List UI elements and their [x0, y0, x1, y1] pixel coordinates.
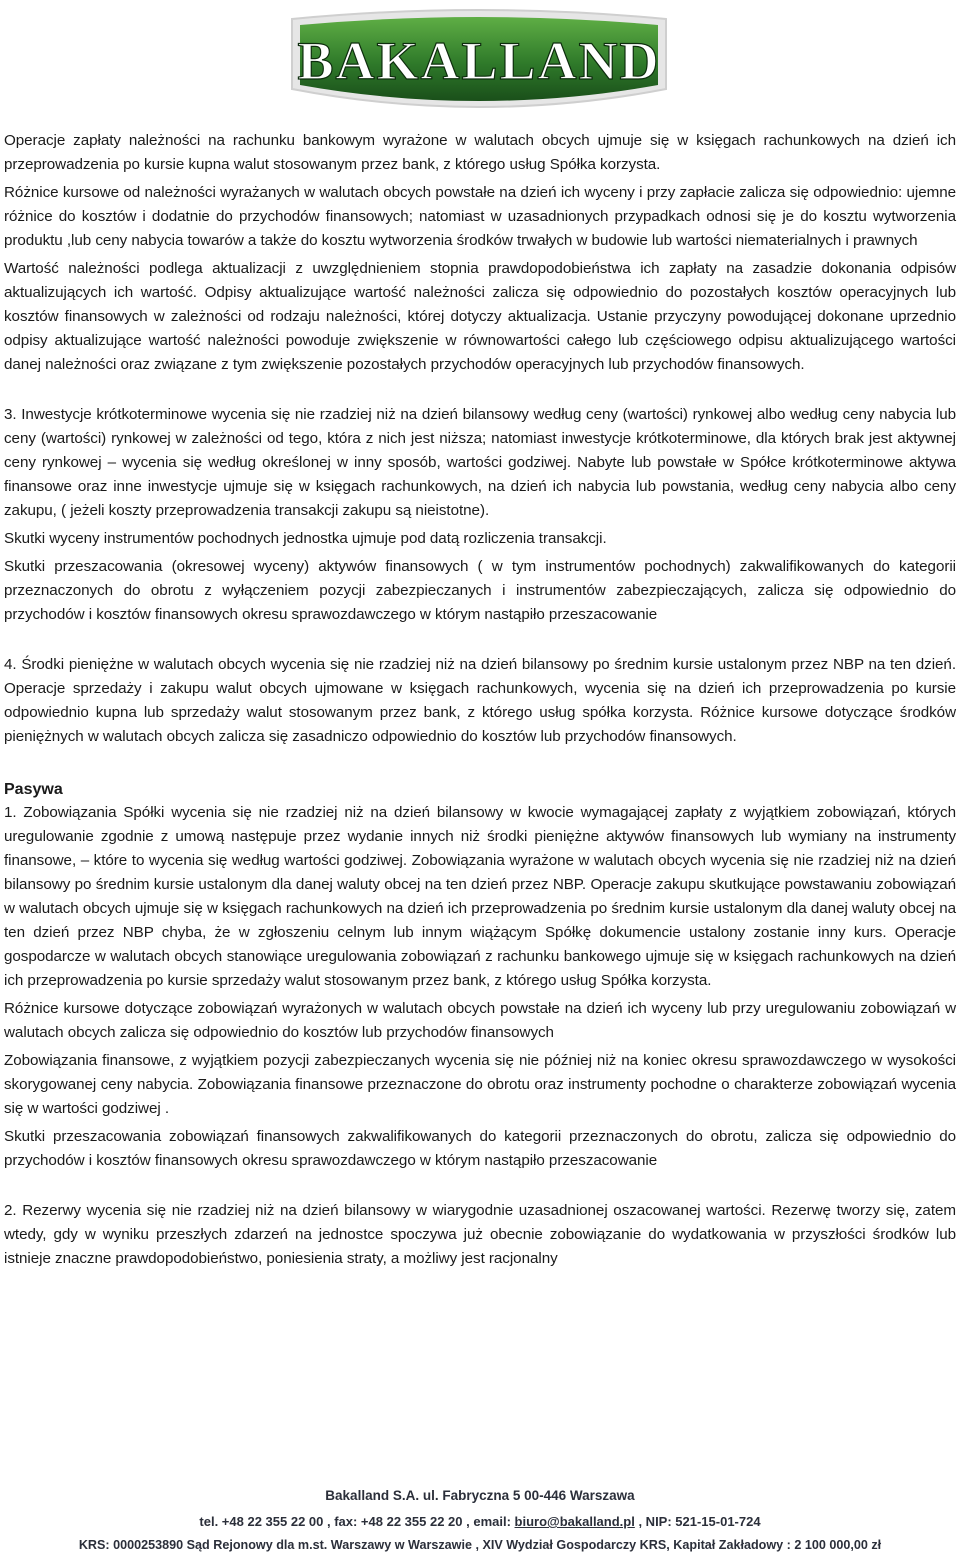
paragraph-rezerwy: 2. Rezerwy wycenia się nie rzadziej niż na dzień bilansowy w wiarygodnie uzasadnionej oszacowanej wartości. Rezerwę tworzy się, zatem wtedy, gdy w wyniku przeszłych zdarzeń na jednostce spoczywa już obecnie zobowiązanie do wydatkowania w przyszłości środków lub istnieje znaczne prawdopodobieństwo, poniesienia straty, a możliwy jest racjonalny — [4, 1202, 956, 1267]
paragraph-srodki-pieniezne: 4. Środki pieniężne w walutach obcych wycenia się nie rzadziej niż na dzień bilansowy po średnim kursie ustalonym przez NBP na ten dzień. Operacje sprzedaży i zakupu walut obcych ujmowane w księgach rachunkowych, wycenia się na dzień ich przeprowadzenia po kursie odpowiednio kupna lub sprzedaży walut stosowanym przez bank, z którego usług spółka korzysta. Różnice kursowe dotyczące środków pieniężnych w walutach obcych zalicza się zasadniczo odpowiednio do kosztów lub przychodów finansowych. — [4, 656, 956, 745]
paragraph-zobowiazania-finansowe: Zobowiązania finansowe, z wyjątkiem pozycji zabezpieczanych wycenia się nie później niż na koniec okresu sprawozdawczego w wysokości skorygowanej ceny nabycia. Zobowiązania finansowe przeznaczone do obrotu oraz instrumenty pochodne o charakterze zobowiązań wycenia się w wartości godziwej . — [4, 1052, 956, 1117]
paragraph-roznice-kursowe-zobowiazan: Różnice kursowe dotyczące zobowiązań wyrażonych w walutach obcych powstałe na dzień ich wyceny lub przy uregulowaniu zobowiązań w walutach obcych zalicza się odpowiednio do kosztów lub przychodów finansowych — [4, 1000, 956, 1041]
paragraph-inwestycje-krotkoterminowe: 3. Inwestycje krótkoterminowe wycenia się nie rzadziej niż na dzień bilansowy według ceny (wartości) rynkowej albo według ceny nabycia lub ceny (wartości) rynkowej w zależności od tego, która z nich jest niższa; natomiast inwestycje krótkoterminowe, dla których brak jest aktywnej ceny rynkowej – wycenia się według określonej w inny sposób, wartości godziwej. Nabyte lub powstałe w Spółce krótkoterminowe aktywa finansowe oraz inne inwestycje ujmuje się w księgach rachunkowych, na dzień ich nabycia lub powstania, według ceny nabycia albo ceny zakupu, ( jeżeli koszty przeprowadzenia transakcji zakupu są nieistotne). — [4, 406, 956, 519]
footer-registration: KRS: 0000253890 Sąd Rejonowy dla m.st. Warszawy w Warszawie , XIV Wydział Gospodarczy KRS, Kapitał Zakładowy : 2 100 000,00 zł — [78, 1538, 882, 1552]
footer-email-link[interactable]: biuro@bakalland.pl — [514, 1514, 635, 1529]
bakalland-logo — [286, 9, 672, 115]
paragraph-zobowiazania: 1. Zobowiązania Spółki wycenia się nie rzadziej niż na dzień bilansowy w kwocie wymagającej zapłaty z wyjątkiem zobowiązań, których uregulowanie zgodnie z umową następuje przez wydanie innych niż środki pieniężne aktywów finansowych lub wymiany na instrumenty finansowe, – które to wycenia się według wartości godziwej. Zobowiązania wyrażone w walutach obcych wycenia się nie rzadziej niż na dzień bilansowy po średnim kursie ustalonym dla danej waluty obcej na ten dzień przez NBP. Operacje zakupu skutkujące powstawaniu zobowiązań w walutach obcych ujmuje się w księgach rachunkowych na dzień ich przeprowadzenia po średnim kursie ustalonym dla danej waluty obcej na ten dzień przez NBP chyba, że w zgłoszeniu celnym lub innym wiążącym Spółkę dokumencie ustalony zostanie inny kurs. Operacje gospodarcze w walutach obcych stanowiące uregulowania zobowiązań z rachunku bankowego ujmuje się w księgach rachunkowych na dzień ich przeprowadzenia po kursie sprzedaży walut stosowanym przez bank, z którego usług Spółka korzysta. — [4, 804, 956, 989]
footer-contact-prefix: tel. +48 22 355 22 00 , fax: +48 22 355 22 20 , email: — [199, 1514, 515, 1529]
document-body — [4, 129, 956, 1271]
logo-text: BAKALLAND — [297, 31, 661, 91]
section-heading-pasywa: Pasywa — [4, 781, 63, 798]
footer-company-address: Bakalland S.A. ul. Fabryczna 5 00-446 Warszawa — [325, 1488, 635, 1503]
footer-contact-suffix: , NIP: 521-15-01-724 — [634, 1514, 761, 1529]
paragraph-przeszacowanie-aktywow: Skutki przeszacowania (okresowej wyceny) aktywów finansowych ( w tym instrumentów pochodnych) zakwalifikowanych do kategorii przeznaczonych do obrotu z wyłączeniem pozycji zabezpieczanych i instrumentów zabezpieczających, zalicza się odpowiednio do przychodów i kosztów finansowych okresu sprawozdawczego w którym nastąpiło przeszacowanie — [4, 558, 956, 623]
paragraph-operacje-zaplaty: Operacje zapłaty należności na rachunku bankowym wyrażone w walutach obcych ujmuje się w księgach rachunkowych na dzień ich przeprowadzenia po kursie kupna walut stosowanym przez bank, z którego usług Spółka korzysta. — [4, 132, 956, 173]
paragraph-przeszacowanie-zobowiazan: Skutki przeszacowania zobowiązań finansowych zakwalifikowanych do kategorii przeznaczonych do obrotu, zalicza się odpowiednio do przychodów i kosztów finansowych okresu sprawozdawczego w którym nastąpiło przeszacowanie — [4, 1128, 956, 1169]
paragraph-wartosc-naleznosci: Wartość należności podlega aktualizacji z uwzględnieniem stopnia prawdopodobieństwa ich zapłaty na zasadzie dokonania odpisów aktualizujących ich wartość. Odpisy aktualizujące wartość należności zalicza się odpowiednio do pozostałych kosztów operacyjnych lub kosztów finansowych w zależności od rodzaju należności, której dotyczy aktualizacja. Ustanie przyczyny powodującej dokonane uprzednio odpisy aktualizujące wartość należności powoduje zwiększenie w równowartości całego lub częściowego odpisu aktualizującego wartości danej należności oraz związane z tym zwiększenie pozostałych przychodów operacyjnych lub przychodów finansowych. — [4, 260, 956, 373]
footer-contact-line — [0, 1514, 960, 1529]
logo-badge — [286, 9, 672, 115]
paragraph-instrumenty-pochodne: Skutki wyceny instrumentów pochodnych jednostka ujmuje pod datą rozliczenia transakcji. — [4, 530, 607, 547]
paragraph-roznice-kursowe-naleznosci: Różnice kursowe od należności wyrażanych w walutach obcych powstałe na dzień ich wyceny i przy zapłacie zalicza się odpowiednio: ujemne różnice do kosztów i dodatnie do przychodów finansowych; natomiast w uzasadnionych przypadkach odnosi się je do kosztu wytworzenia produktu ,lub ceny nabycia towarów a także do kosztu wytworzenia środków trwałych w budowie lub wartości niematerialnych i prawnych — [4, 184, 956, 249]
